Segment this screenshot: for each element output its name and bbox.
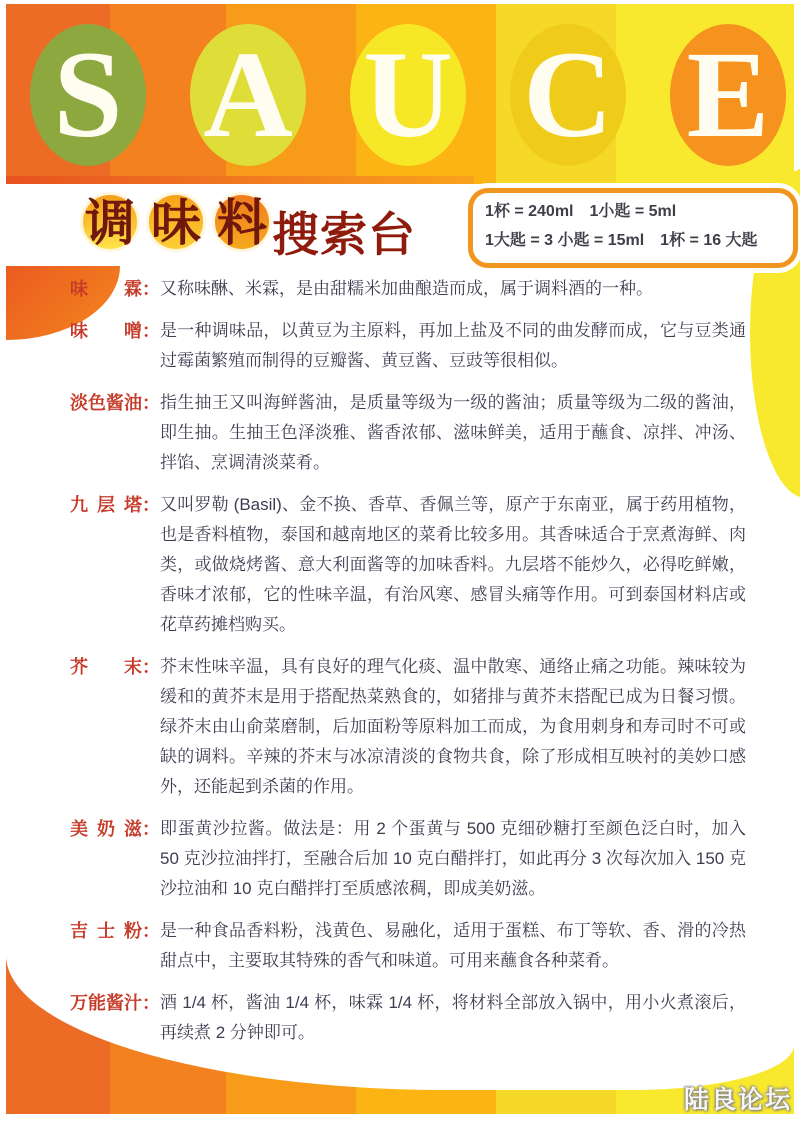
entry-definition: 酒 1/4 杯，酱油 1/4 杯，味霖 1/4 杯，将材料全部放入锅中，用小火煮滚后，再续煮 2 分钟即可。 [160, 993, 746, 1042]
entry-list [70, 274, 746, 1060]
entry-definition: 即蛋黄沙拉酱。做法是：用 2 个蛋黄与 500 克细砂糖打至颜色泛白时，加入 50 克沙拉油拌打，至融合后加 10 克白醋拌打，如此再分 3 次每次加入 150 克沙拉油和 10 克白醋拌打至质感浓稠，即成美奶滋。 [160, 819, 746, 898]
header-suffix-title: 搜索台 [272, 208, 416, 261]
entry-colon: ： [142, 657, 160, 677]
conversion-box [468, 188, 798, 268]
entry-light-soy-sauce [70, 388, 746, 478]
entry-mayonnaise [70, 814, 746, 904]
banner-letter-char: C [523, 26, 613, 163]
banner-letter [190, 24, 306, 166]
banner-letter [30, 24, 146, 166]
entry-colon: ： [142, 993, 160, 1013]
banner-letter [670, 24, 786, 166]
entry-term: 芥 末 ： [70, 657, 160, 677]
badge-char: 料 [217, 195, 267, 252]
entry-mirin [70, 274, 746, 304]
banner-letter-char: E [686, 26, 770, 163]
entry-colon: ： [142, 393, 160, 413]
entry-definition: 指生抽王又叫海鲜酱油，是质量等级为一级的酱油；质量等级为二级的酱油，即生抽。生抽王色泽淡雅、酱香浓郁、滋味鲜美，适用于蘸食、凉拌、冲汤、拌馅、烹调清淡菜肴。 [160, 393, 746, 472]
badge-circle [212, 192, 272, 252]
banner-letter-char: A [203, 26, 293, 163]
entry-definition: 是一种调味品，以黄豆为主原料，再加上盐及不同的曲发酵而成，它与豆类通过霉菌繁殖而制得的豆瓣酱、黄豆酱、豆豉等很相似。 [160, 321, 746, 370]
entry-all-purpose-sauce [70, 988, 746, 1048]
entry-definition: 又称味醂、米霖，是由甜糯米加曲酿造而成，属于调料酒的一种。 [160, 279, 653, 298]
watermark: 陆良论坛 [683, 1086, 792, 1114]
badge-char: 味 [151, 195, 201, 252]
entry-definition: 芥末性味辛温，具有良好的理气化痰、温中散寒、通络止痛之功能。辣味较为缓和的黄芥末是用于搭配热菜熟食的，如猪排与黄芥末搭配已成为日餐习惯。绿芥末由山俞菜磨制，后加面粉等原料加工而成，为食用刺身和寿司时不可或缺的调料。辛辣的芥末与冰凉清淡的食物共食，除了形成相互映衬的美妙口感外，还能起到杀菌的作用。 [160, 657, 746, 796]
entry-definition: 是一种食品香料粉，浅黄色、易融化，适用于蛋糕、布丁等软、香、滑的冷热甜点中，主要取其特殊的香气和味道。可用来蘸食各种菜肴。 [160, 921, 746, 970]
entry-basil [70, 490, 746, 640]
entry-mustard [70, 652, 746, 802]
banner-letter [350, 24, 466, 166]
entry-term: 美 奶 滋 ： [70, 819, 160, 839]
banner-letter [510, 24, 626, 166]
entry-colon: ： [142, 495, 160, 515]
banner-letter-char: U [363, 26, 453, 163]
entry-term: 吉 士 粉 ： [70, 921, 160, 941]
entry-colon: ： [142, 921, 160, 941]
entry-term: 味 噌 ： [70, 321, 160, 341]
entry-term: 味 霖 ： [70, 279, 160, 299]
entry-colon: ： [142, 321, 160, 341]
badge-circle [80, 192, 140, 252]
entry-colon: ： [142, 279, 160, 299]
entry-term: 淡 色 酱 油 ： [70, 393, 160, 413]
conversion-line-2: 1大匙 = 3 小匙 = 15ml 1杯 = 16 大匙 [485, 232, 758, 249]
entry-definition: 又叫罗勒 (Basil)、金不换、香草、香佩兰等，原产于东南亚，属于药用植物，也是香料植物，泰国和越南地区的菜肴比较多用。其香味适合于烹煮海鲜、肉类，或做烧烤酱、意大利面酱等的加味香料。九层塔不能炒久，必得吃鲜嫩，香味才浓郁，它的性味辛温，有治风寒、感冒头痛等作用。可到泰国材料店或花草药摊档购买。 [160, 495, 746, 634]
badge-char: 调 [85, 195, 135, 252]
badge-circle [146, 192, 206, 252]
conversion-line-1: 1杯 = 240ml 1小匙 = 5ml [485, 203, 677, 220]
entry-miso [70, 316, 746, 376]
banner-letter-char: S [53, 26, 123, 163]
entry-term: 九 层 塔 ： [70, 495, 160, 515]
entry-custard-powder [70, 916, 746, 976]
entry-term: 万 能 酱 汁 ： [70, 993, 160, 1013]
entry-colon: ： [142, 819, 160, 839]
